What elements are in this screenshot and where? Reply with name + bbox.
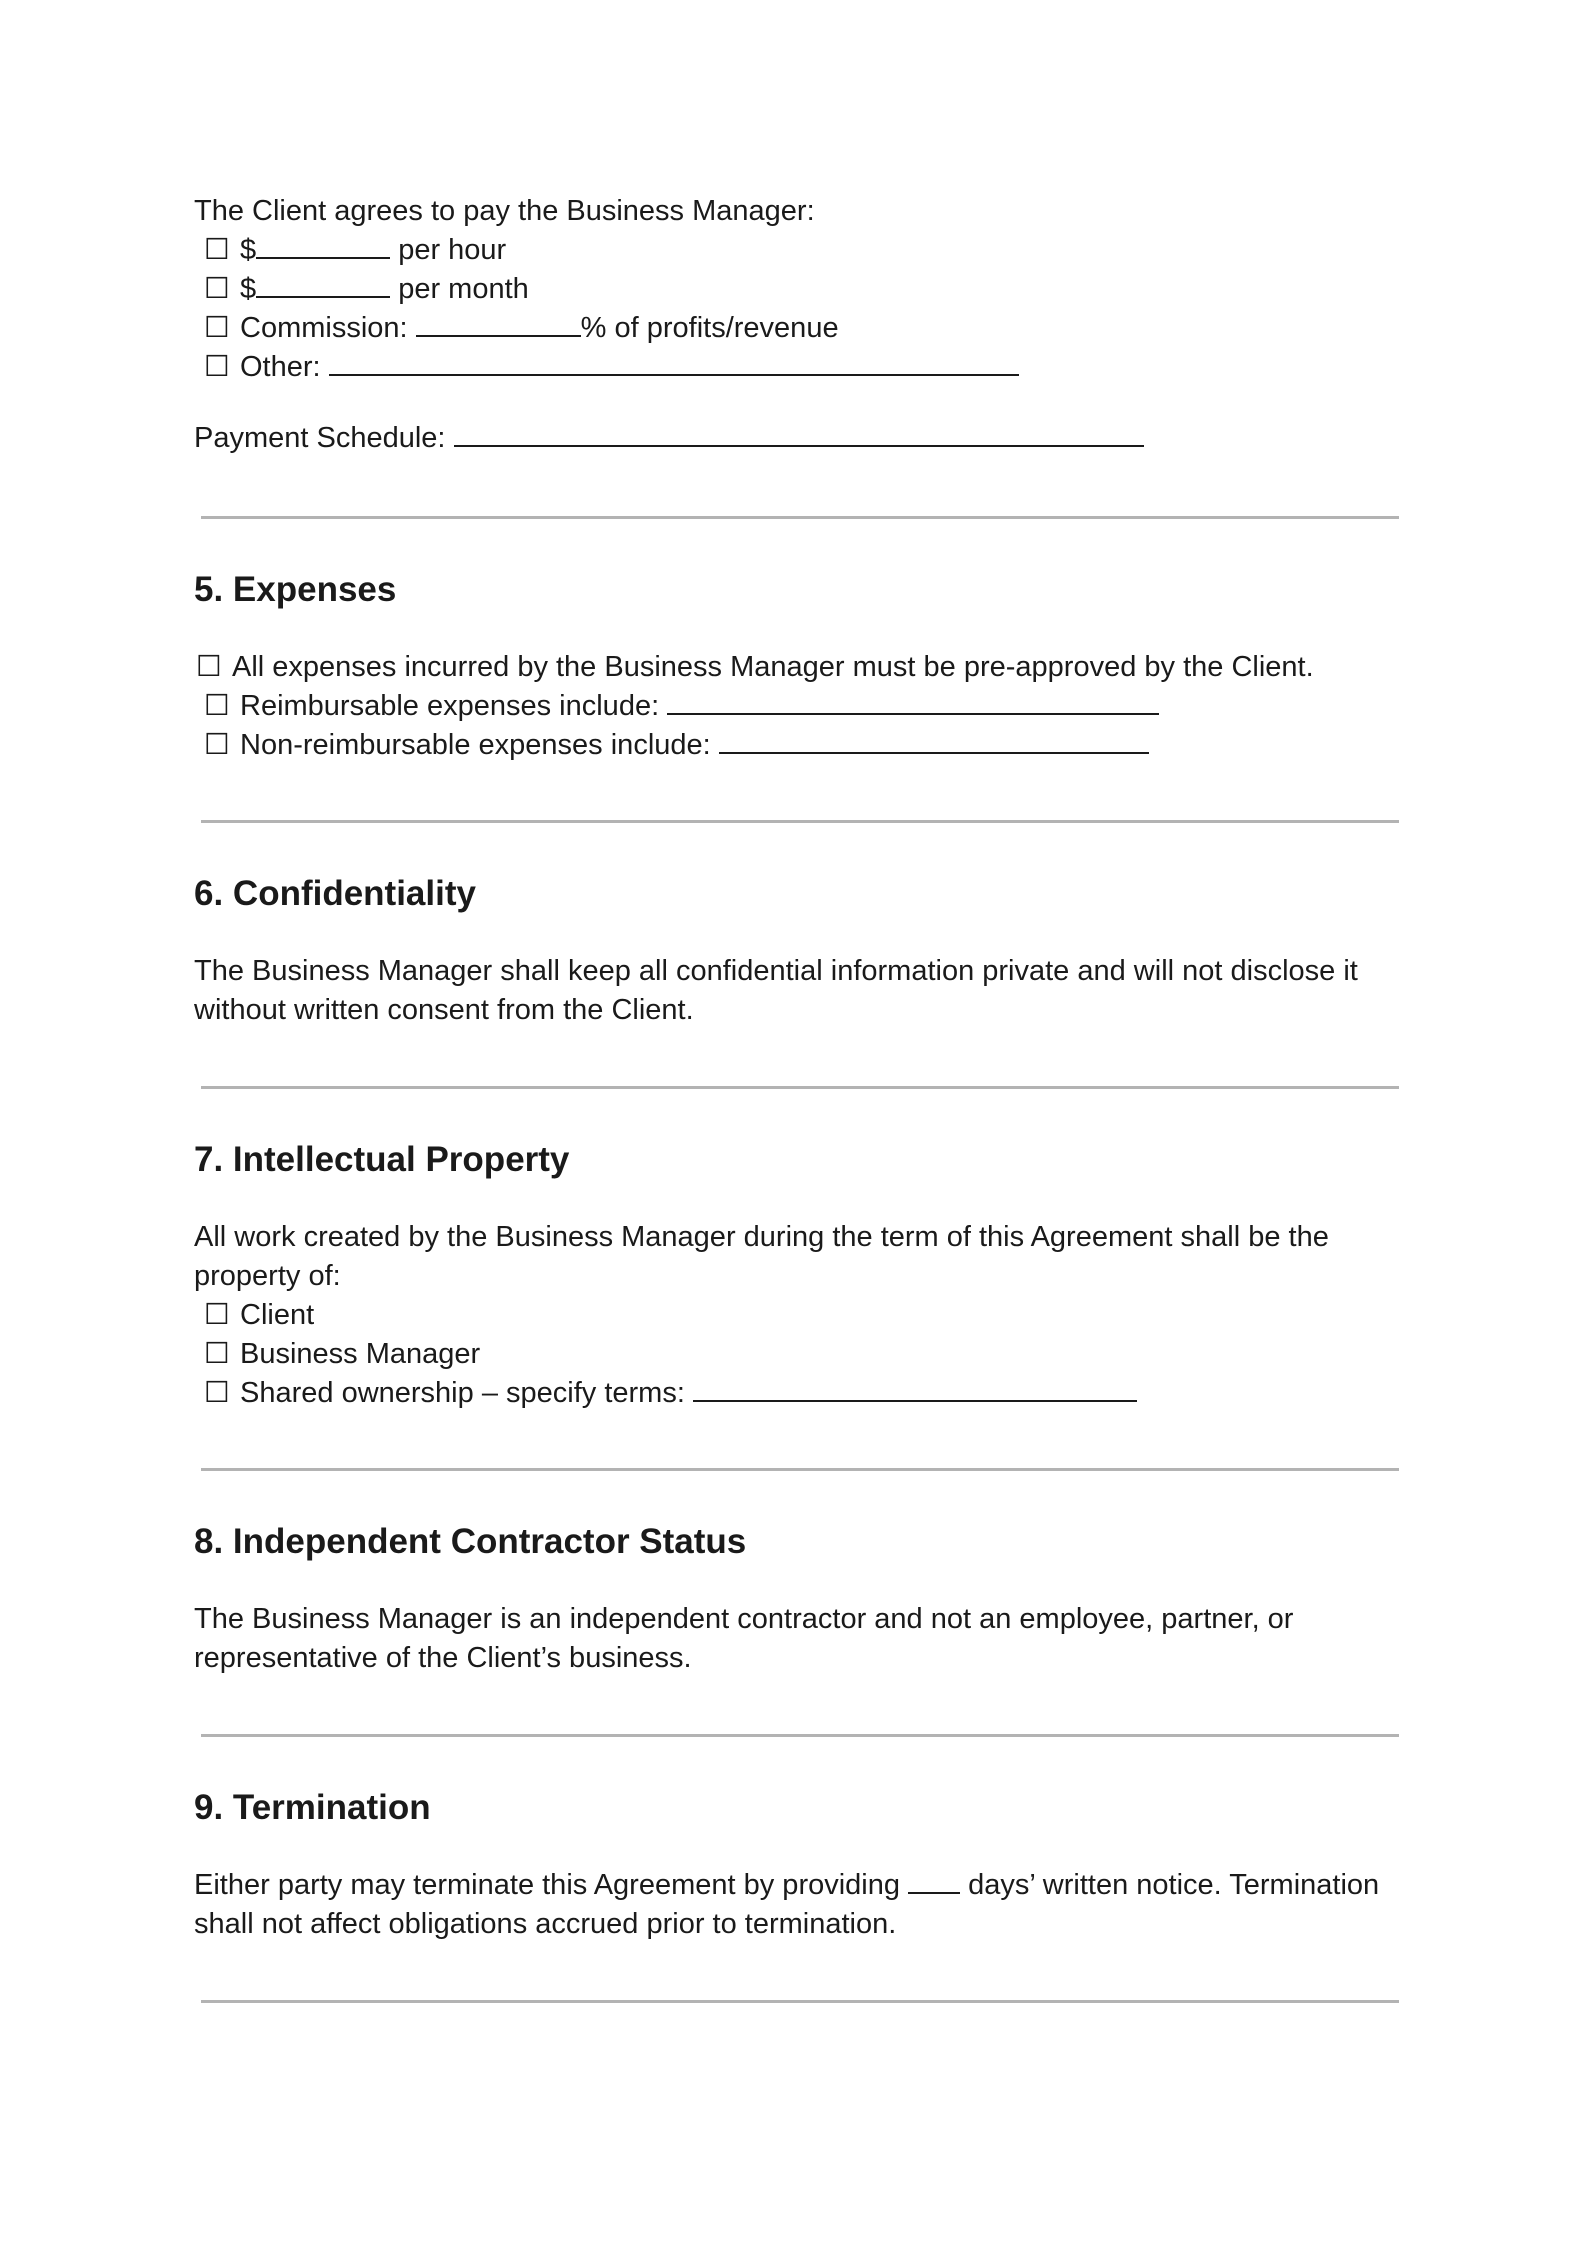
section-heading-confidentiality: 6. Confidentiality [194,874,476,913]
contractor-text-line: The Business Manager is an independent contractor and not an employee, partner, or [194,1603,1294,1635]
section-heading-termination: 9. Termination [194,1788,431,1827]
contractor-text-line: representative of the Client’s business. [194,1642,692,1674]
payment-schedule: Payment Schedule: [194,419,1144,458]
reimbursable-blank[interactable] [667,687,1159,715]
monthly-rate-blank[interactable] [256,270,390,298]
ip-text-line: All work created by the Business Manager during the term of this Agreement shall be the [194,1221,1329,1253]
shared-terms-blank[interactable] [693,1374,1137,1402]
expenses-preapproved: ☐ All expenses incurred by the Business Manager must be pre-approved by the Client. [196,648,1314,687]
ip-option-shared: ☐ Shared ownership – specify terms: [204,1374,1137,1413]
checkbox[interactable]: ☐ [204,312,230,344]
checkbox[interactable]: ☐ [204,690,230,722]
payment-option-hourly: ☐ $ per hour [204,231,506,270]
non-reimbursable-blank[interactable] [719,726,1149,754]
payment-intro: The Client agrees to pay the Business Manager: [194,195,815,227]
section-divider [201,1734,1399,1737]
payment-schedule-blank[interactable] [454,419,1144,447]
ip-option-client: ☐ Client [204,1296,314,1335]
other-payment-blank[interactable] [329,348,1019,376]
payment-option-commission: ☐ Commission: % of profits/revenue [204,309,839,348]
checkbox[interactable]: ☐ [204,729,230,761]
hourly-rate-blank[interactable] [256,231,390,259]
section-heading-expenses: 5. Expenses [194,570,397,609]
section-divider [201,516,1399,519]
ip-option-business-manager: ☐ Business Manager [204,1335,480,1374]
section-heading-intellectual-property: 7. Intellectual Property [194,1140,570,1179]
checkbox[interactable]: ☐ [204,273,230,305]
section-divider [201,1086,1399,1089]
confidentiality-text-line: without written consent from the Client. [194,994,694,1026]
section-divider [201,2000,1399,2003]
ip-text-line: property of: [194,1260,341,1292]
commission-blank[interactable] [416,309,581,337]
checkbox[interactable]: ☐ [196,651,222,683]
expenses-non-reimbursable: ☐ Non-reimbursable expenses include: [204,726,1149,765]
section-divider [201,1468,1399,1471]
termination-text-line: shall not affect obligations accrued prior to termination. [194,1908,897,1940]
section-divider [201,820,1399,823]
payment-option-monthly: ☐ $ per month [204,270,529,309]
checkbox[interactable]: ☐ [204,234,230,266]
checkbox[interactable]: ☐ [204,351,230,383]
checkbox[interactable]: ☐ [204,1299,230,1331]
payment-option-other: ☐ Other: [204,348,1019,387]
checkbox[interactable]: ☐ [204,1338,230,1370]
section-heading-contractor-status: 8. Independent Contractor Status [194,1522,747,1561]
termination-text-line: Either party may terminate this Agreement by providing days’ written notice. Termination [194,1866,1379,1905]
notice-days-blank[interactable] [908,1866,960,1894]
checkbox[interactable]: ☐ [204,1377,230,1409]
expenses-reimbursable: ☐ Reimbursable expenses include: [204,687,1159,726]
confidentiality-text-line: The Business Manager shall keep all confidential information private and will not disclose it [194,955,1358,987]
